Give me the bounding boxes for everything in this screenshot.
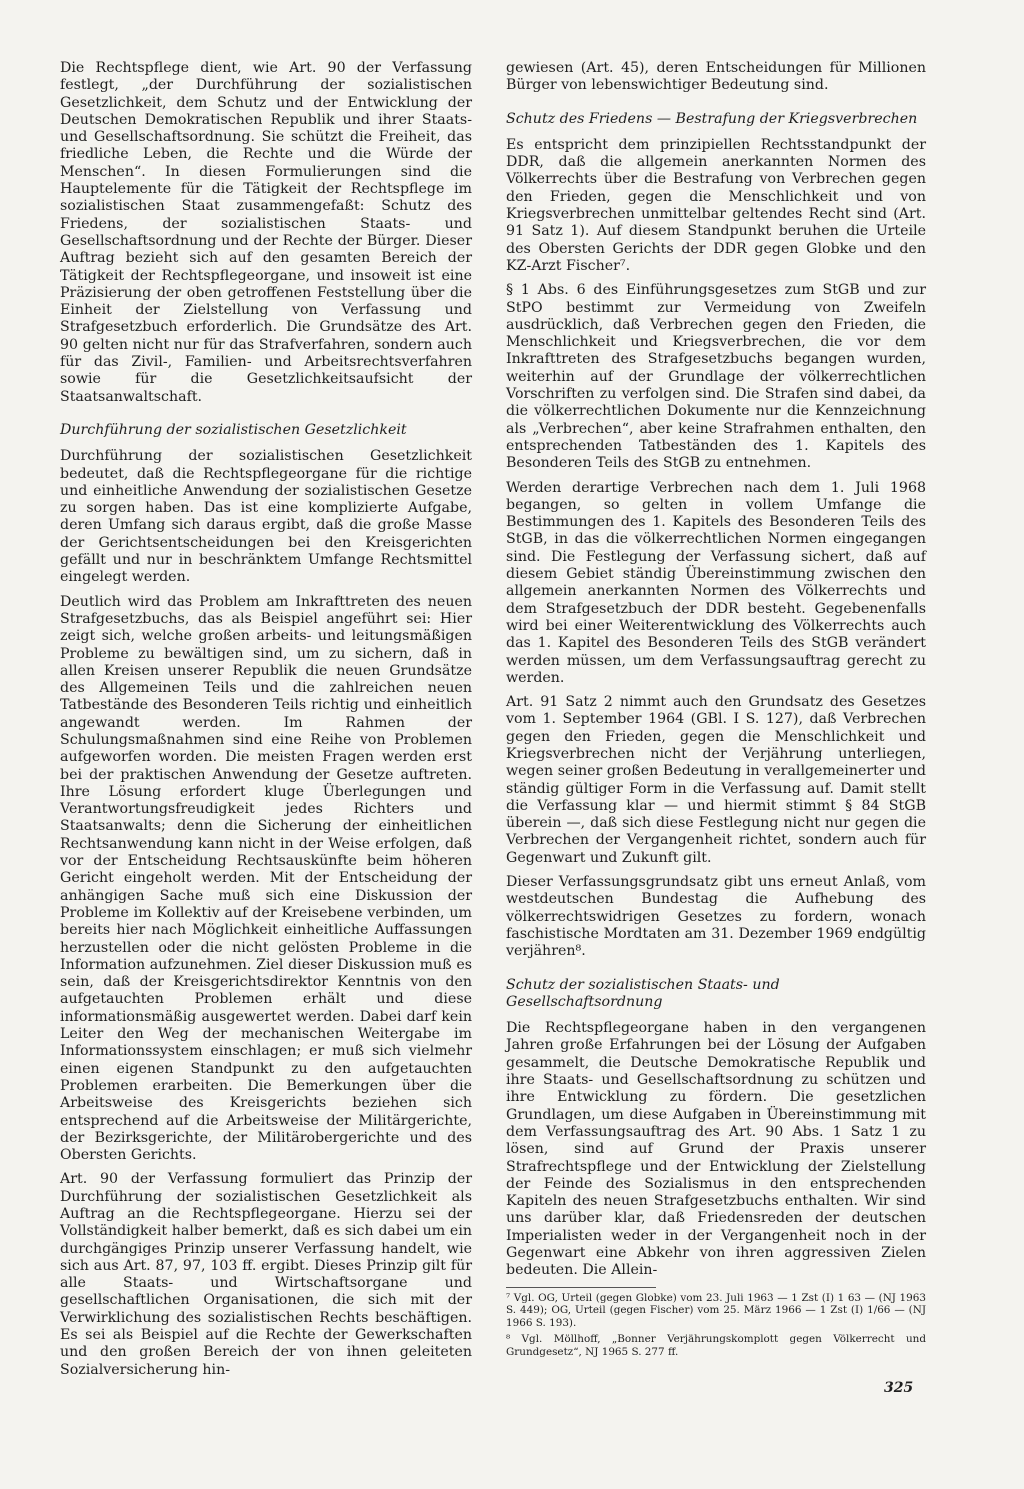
paragraph: gewiesen (Art. 45), deren Entscheidungen für Millionen Bürger von lebenswichtiger Bedeutung sind. [506,60,926,94]
paragraph: Werden derartige Verbrechen nach dem 1. Juli 1968 begangen, so gelten in vollem Umfange die Bestimmungen des 1. Kapitels des Besonderen Teils des StGB, in das die völkerrechtlichen Normen eingegangen sind. Die Festlegung der Verfassung sichert, daß auf diesem Gebiet ständig Übereinstimmung zwischen den allgemein anerkannten Normen des Völkerrechts und dem Strafgesetzbuch der DDR besteht. Gegebenenfalls wird bei einer Weiterentwicklung des Völkerrechts auch das 1. Kapitel des Besonderen Teils des StGB verändert werden müssen, um dem Verfassungsauftrag gerecht zu werden. [506,479,926,686]
section-heading: Schutz der sozialistischen Staats- und Gesellschaftsordnung [506,976,780,1010]
section-heading: Durchführung der sozialistischen Gesetzlichkeit [60,421,407,438]
paragraph: Dieser Verfassungsgrundsatz gibt uns erneut Anlaß, vom westdeutschen Bundestag die Aufhebung des völkerrechtswidrigen Gesetzes zu fordern, wonach faschistische Mordtaten am 31. Dezember 1969 endgültig verjähren⁸. [506,874,926,960]
paragraph: Art. 91 Satz 2 nimmt auch den Grundsatz des Gesetzes vom 1. September 1964 (GBl. I S. 127), daß Verbrechen gegen den Frieden, gegen die Menschlichkeit und Kriegsverbrechen nicht der Verjährung unterliegen, wegen seiner großen Bedeutung in verallgemeinerter und ständig gültiger Form in die Verfassung auf. Damit stellt die Verfassung klar — und hiermit stimmt § 84 StGB überein —, daß sich diese Festlegung nicht nur gegen die Verbrechen der Vergangenheit richtet, sondern auch für Gegenwart und Zukunft gilt. [506,694,926,866]
right-column [506,60,926,1362]
section-heading: Schutz des Friedens — Bestrafung der Kriegsverbrechen [506,110,918,127]
footnotes [506,1287,926,1359]
paragraph: Deutlich wird das Problem am Inkrafttreten des neuen Strafgesetzbuchs, das als Beispiel angeführt sei: Hier zeigt sich, welche großen arbeits- und leitungsmäßigen Probleme zu bewältigen sind, um zu sichern, daß in allen Kreisen unserer Republik die neuen Grundsätze des Allgemeinen Teils und die zahlreichen neuen Tatbestände des Besonderen Teils richtig und einheitlich angewandt werden. Im Rahmen der Schulungsmaßnahmen sind eine Reihe von Problemen aufgeworfen worden. Die meisten Fragen werden erst bei der praktischen Anwendung der Gesetze auftreten. Ihre Lösung erfordert kluge Überlegungen und Verantwortungsfreudigkeit jedes Richters und Staatsanwalts; denn die Sicherung der einheitlichen Rechtsanwendung kann nicht in der Weise erfolgen, daß vor der Entscheidung Rechtsauskünfte beim höheren Gericht eingeholt werden. Mit der Entscheidung der anhängigen Sache muß sich eine Diskussion der Probleme im Kollektiv auf der Kreisebene verbinden, um bereits hier nach Möglichkeit einheitliche Auffassungen herzustellen oder die nicht gelösten Probleme in die Information aufzunehmen. Ziel dieser Diskussion muß es sein, daß der Kreisgerichtsdirektor Kenntnis von den aufgetauchten Problemen erhält und diese informationsmäßig ausgewertet werden. Dabei darf kein Leiter den Weg der mechanischen Weitergabe im Informationssystem einschlagen; er muß sich vielmehr einen eigenen Standpunkt zu den aufgetauchten Problemen erarbeiten. Die Bemerkungen über die Arbeitsweise des Kreisgerichts beziehen sich entsprechend auf die Arbeitsweise der Militärgerichte, der Bezirksgerichte, der Militärobergerichte und des Obersten Gerichts. [60,593,472,1164]
paragraph: Art. 90 der Verfassung formuliert das Prinzip der Durchführung der sozialistischen Gesetzlichkeit als Auftrag an die Rechtspflegeorgane. Hierzu sei der Vollständigkeit halber bemerkt, daß es sich dabei um ein durchgängiges Prinzip unserer Verfassung handelt, wie sich aus Art. 87, 97, 103 ff. ergibt. Dieses Prinzip gilt für alle Staats- und Wirtschaftsorgane und gesellschaftlichen Organisationen, die sich mit der Verwirklichung des sozialistischen Rechts beschäftigen. Es sei als Beispiel auf die Rechte der Gewerkschaften und den großen Bereich der von ihnen geleiteten Sozialversicherung hin- [60,1171,472,1378]
paragraph: Die Rechtspflege dient, wie Art. 90 der Verfassung festlegt, „der Durchführung der sozialistischen Gesetzlichkeit, dem Schutz und der Entwicklung der Deutschen Demokratischen Republik und ihrer Staats- und Gesellschaftsordnung. Sie schützt die Freiheit, das friedliche Leben, die Rechte und die Würde der Menschen“. In diesen Formulierungen sind die Hauptelemente für die Tätigkeit der Rechtspflege im sozialistischen Staat zusammengefaßt: Schutz des Friedens, der sozialistischen Staats- und Gesellschaftsordnung und der Rechte der Bürger. Dieser Auftrag bezieht sich auf den gesamten Bereich der Tätigkeit der Rechtspflegeorgane, und insoweit ist eine Präzisierung der oben getroffenen Feststellung über die Einheit der Zielstellung von Verfassung und Strafgesetzbuch erforderlich. Die Grundsätze des Art. 90 gelten nicht nur für das Strafverfahren, sondern auch für das Zivil-, Familien- und Arbeitsrechtsverfahren sowie für die Gesetzlichkeitsaufsicht der Staatsanwaltschaft. [60,60,472,405]
footnote-8: ⁸ Vgl. Möllhoff, „Bonner Verjährungskomplott gegen Völkerrecht und Grundgesetz“, NJ 1965 S. 277 ff. [506,1333,926,1358]
paragraph: Es entspricht dem prinzipiellen Rechtsstandpunkt der DDR, daß die allgemein anerkannten Normen des Völkerrechts über die Bestrafung von Verbrechen gegen den Frieden, gegen die Menschlichkeit und von Kriegsverbrechen unmittelbar geltendes Recht sind (Art. 91 Satz 1). Auf diesem Standpunkt beruhen die Urteile des Obersten Gerichts der DDR gegen Globke und den KZ-Arzt Fischer⁷. [506,136,926,274]
page-number: 325 [884,1380,914,1396]
paragraph: Die Rechtspflegeorgane haben in den vergangenen Jahren große Erfahrungen bei der Lösung der Aufgaben gesammelt, die Deutsche Demokratische Republik und ihre Staats- und Gesellschaftsordnung zu schützen und ihre Entwicklung zu fördern. Die gesetzlichen Grundlagen, um diese Aufgaben in Übereinstimmung mit dem Verfassungsauftrag des Art. 90 Abs. 1 Satz 1 zu lösen, sind auf Grund der Praxis unserer Strafrechtspflege und der Entwicklung der Zielstellung der Feinde des Sozialismus in den entsprechenden Kapiteln des neuen Strafgesetzbuchs enthalten. Wir sind uns darüber klar, daß Friedensreden der deutschen Imperialisten weder in der Vergangenheit noch in der Gegenwart eine Abkehr von ihren aggressiven Zielen bedeuten. Die Allein- [506,1020,926,1279]
paragraph: § 1 Abs. 6 des Einführungsgesetzes zum StGB und zur StPO bestimmt zur Vermeidung von Zweifeln ausdrücklich, daß Verbrechen gegen den Frieden, die Menschlichkeit und Kriegsverbrechen, die vor dem Inkrafttreten des Strafgesetzbuchs begangen wurden, weiterhin auf der Grundlage der völkerrechtlichen Vorschriften zu verfolgen sind. Die Strafen sind dabei, da die völkerrechtlichen Dokumente nur die Kennzeichnung als „Verbrechen“, aber keine Strafrahmen enthalten, den entsprechenden Tatbeständen des 1. Kapitels des Besonderen Teils des StGB zu entnehmen. [506,282,926,472]
paragraph: Durchführung der sozialistischen Gesetzlichkeit bedeutet, daß die Rechtspflegeorgane für die richtige und einheitliche Anwendung der sozialistischen Gesetze zu sorgen haben. Das ist eine komplizierte Aufgabe, deren Umfang sich daraus ergibt, daß die große Masse der Gerichtsentscheidungen bei den Kreisgerichten gefällt und nur in beschränktem Umfange Rechtsmittel eingelegt werden. [60,448,472,586]
left-column [60,60,472,1386]
footnote-7: ⁷ Vgl. OG, Urteil (gegen Globke) vom 23. Juli 1963 — 1 Zst (I) 1 63 — (NJ 1963 S. 449); OG, Urteil (gegen Fischer) vom 25. März 1966 — 1 Zst (I) 1/66 — (NJ 1966 S. 193). [506,1291,926,1329]
